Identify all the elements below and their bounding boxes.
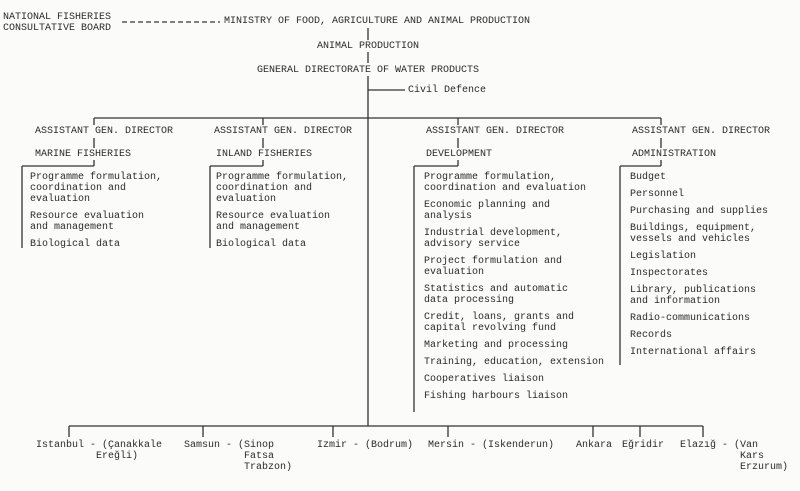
list-item: International affairs xyxy=(630,347,757,358)
list-item: Industrial development, advisory service xyxy=(424,228,563,250)
regional-office-ankara: Ankara xyxy=(576,440,613,451)
branch-unit-inland: INLAND FISHERIES xyxy=(216,149,313,160)
list-item: Inspectorates xyxy=(630,268,709,279)
regional-office-elazig-label: Elazığ - (Van Kars Erzurum) xyxy=(680,440,789,473)
regional-office-samsun: Samsun - (Sinop Fatsa Trabzon) xyxy=(184,440,293,473)
list-item: Resource evaluation and management xyxy=(30,211,145,233)
consultative-board: NATIONAL FISHERIES CONSULTATIVE BOARD xyxy=(3,12,112,34)
list-item: Buildings, equipment, vessels and vehicles xyxy=(630,223,757,245)
regional-office-mersin: Mersin - (Iskenderun) xyxy=(428,440,555,451)
branch-title-administration: ASSISTANT GEN. DIRECTOR xyxy=(632,126,771,137)
development-functions-list xyxy=(424,172,604,408)
list-item: Programme formulation, coordination and evaluation xyxy=(216,172,349,205)
branch-title-inland: ASSISTANT GEN. DIRECTOR xyxy=(214,126,353,137)
list-item: Fishing harbours liaison xyxy=(424,391,569,402)
regional-office-izmir: Izmir - (Bodrum) xyxy=(317,440,414,451)
list-item: Purchasing and supplies xyxy=(630,206,769,217)
animal-production: ANIMAL PRODUCTION xyxy=(317,41,420,52)
branch-title-development: ASSISTANT GEN. DIRECTOR xyxy=(426,126,565,137)
list-item: Programme formulation, coordination and evaluation xyxy=(30,172,163,205)
list-item: Biological data xyxy=(30,239,121,250)
list-item: Radio-communications xyxy=(630,313,751,324)
list-item: Library, publications and information xyxy=(630,285,757,307)
list-item: Personnel xyxy=(630,189,685,200)
branch-unit-marine: MARINE FISHERIES xyxy=(35,149,132,160)
branch-title-marine: ASSISTANT GEN. DIRECTOR xyxy=(35,126,174,137)
list-item: Statistics and automatic data processing xyxy=(424,284,569,306)
branch-unit-administration: ADMINISTRATION xyxy=(632,149,717,160)
list-item: Programme formulation, coordination and evaluation xyxy=(424,172,587,194)
list-item: Cooperatives liaison xyxy=(424,374,545,385)
list-item: Budget xyxy=(630,172,667,183)
list-item: Economic planning and analysis xyxy=(424,200,551,222)
list-item: Marketing and processing xyxy=(424,340,569,351)
inland-functions-list xyxy=(216,172,348,256)
regional-office-elazig xyxy=(680,440,788,473)
regional-office-istanbul: Istanbul - (Çanakkale Ereğli) xyxy=(36,440,163,462)
civil-defence: Civil Defence xyxy=(408,85,487,96)
general-directorate: GENERAL DIRECTORATE OF WATER PRODUCTS xyxy=(257,65,480,76)
list-item: Project formulation and evaluation xyxy=(424,256,563,278)
marine-functions-list xyxy=(30,172,162,256)
regional-office-egridir: Eğridir xyxy=(622,440,665,451)
list-item: Training, education, extension xyxy=(424,357,605,368)
branch-unit-development: DEVELOPMENT xyxy=(426,149,493,160)
administration-functions-list xyxy=(630,172,768,364)
list-item: Credit, loans, grants and capital revolving fund xyxy=(424,312,575,334)
list-item: Resource evaluation and management xyxy=(216,211,331,233)
list-item: Records xyxy=(630,330,673,341)
list-item: Biological data xyxy=(216,239,307,250)
ministry: MINISTRY OF FOOD, AGRICULTURE AND ANIMAL PRODUCTION xyxy=(224,16,531,27)
list-item: Legislation xyxy=(630,251,697,262)
